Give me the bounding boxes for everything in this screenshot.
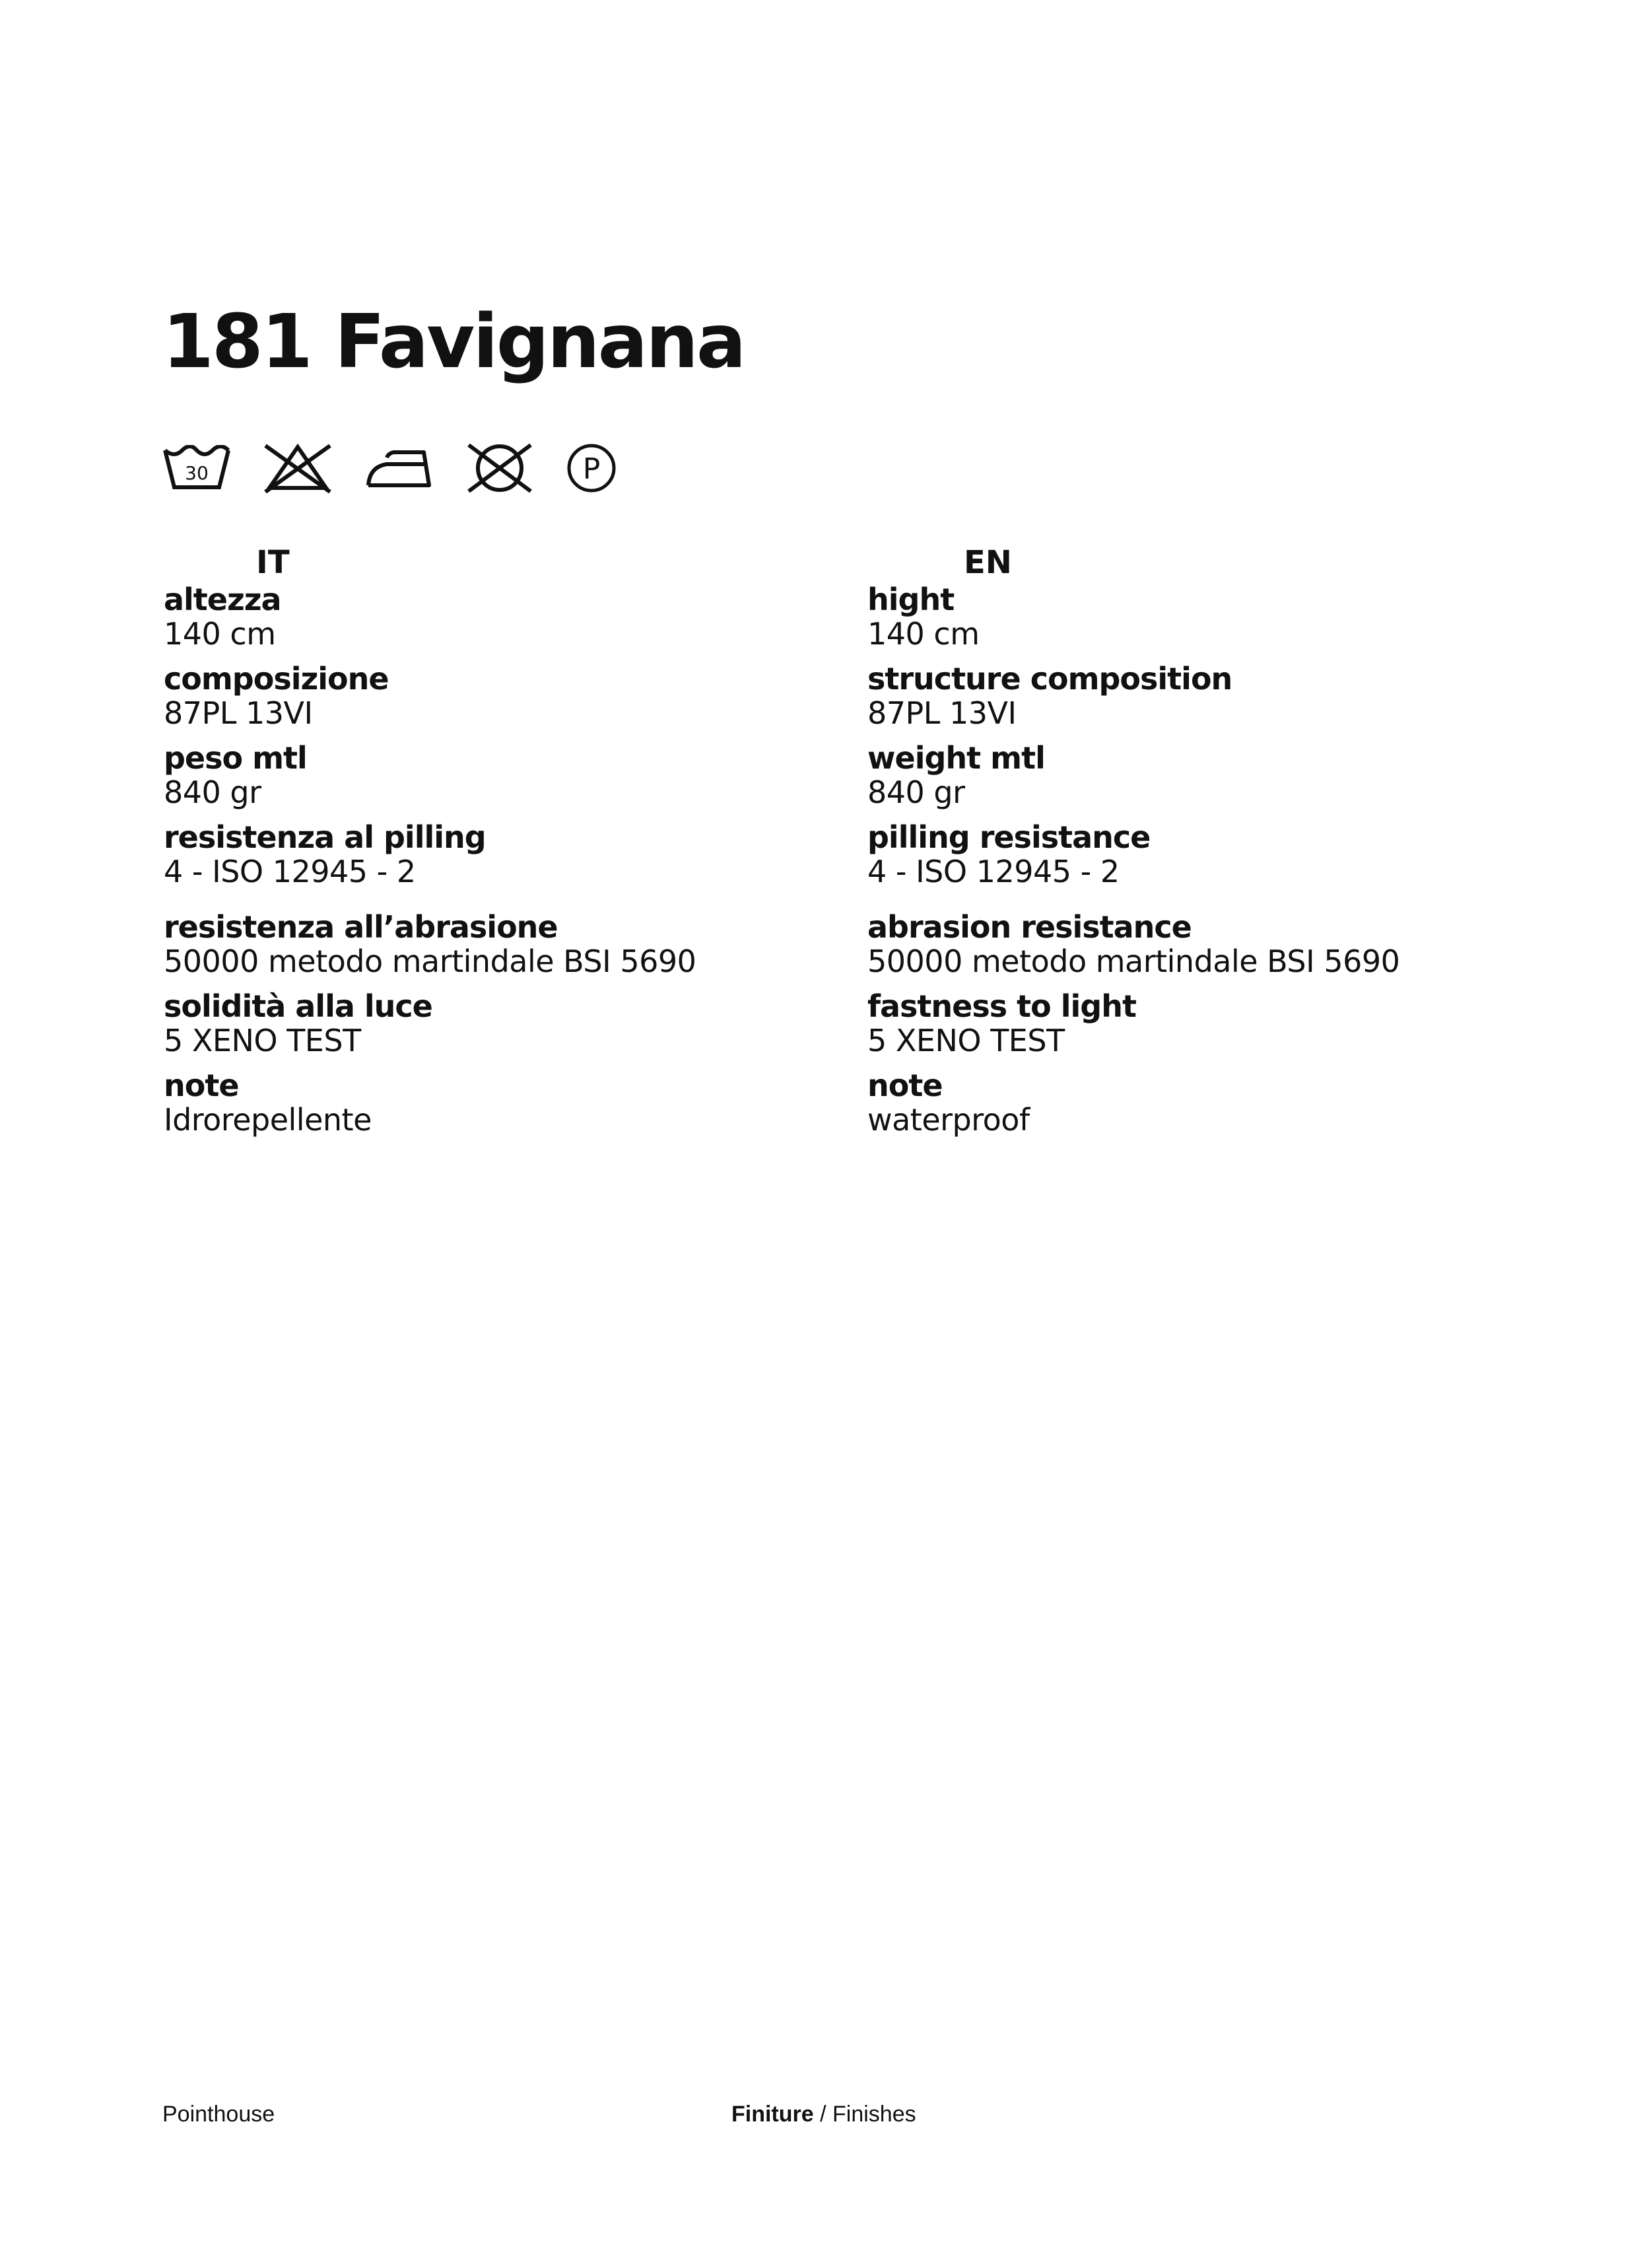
field-note <box>164 1068 824 1148</box>
field-label: resistenza al pilling <box>164 819 486 855</box>
field-abrasion <box>867 910 1528 989</box>
field-weight <box>164 741 824 820</box>
svg-text:P: P <box>582 452 601 486</box>
field-label: abrasion resistance <box>867 909 1192 945</box>
footer-section <box>731 2101 916 2127</box>
iron-icon <box>364 448 433 488</box>
field-label: composizione <box>164 661 389 697</box>
field-composition <box>867 662 1528 741</box>
field-value: 840 gr <box>164 774 261 810</box>
do-not-bleach-icon <box>263 443 333 493</box>
field-pilling <box>164 820 824 910</box>
field-value: 50000 metodo martindale BSI 5690 <box>164 944 696 979</box>
field-value: 87PL 13VI <box>867 695 1017 731</box>
field-label: solidità alla luce <box>164 988 432 1024</box>
field-height <box>867 582 1528 662</box>
page-title: 181 Favignana <box>162 299 745 385</box>
field-note <box>867 1068 1528 1148</box>
care-symbols <box>162 438 648 498</box>
field-value: 5 XENO TEST <box>164 1023 361 1058</box>
field-value: 4 - ISO 12945 - 2 <box>164 854 416 889</box>
field-weight <box>867 741 1528 820</box>
field-label: altezza <box>164 582 281 617</box>
field-value: 5 XENO TEST <box>867 1023 1065 1058</box>
wash-30-icon <box>162 445 231 491</box>
field-label: peso mtl <box>164 740 307 776</box>
column-it <box>164 543 824 1148</box>
column-en <box>867 543 1528 1148</box>
field-label: note <box>867 1068 943 1103</box>
footer-section-bold: Finiture <box>731 2102 814 2127</box>
language-label-en: EN <box>964 544 1012 581</box>
field-value: Idrorepellente <box>164 1102 372 1138</box>
do-not-tumble-dry-icon <box>465 442 535 494</box>
svg-text:30: 30 <box>185 462 209 484</box>
field-value: 140 cm <box>867 616 980 652</box>
field-light-fastness <box>164 989 824 1068</box>
footer-separator: / <box>813 2102 833 2127</box>
language-label-it: IT <box>256 544 290 581</box>
field-pilling <box>867 820 1528 910</box>
field-value: 4 - ISO 12945 - 2 <box>867 854 1120 889</box>
field-label: hight <box>867 582 955 617</box>
field-label: fastness to light <box>867 988 1136 1024</box>
field-value: 140 cm <box>164 616 276 652</box>
field-composition <box>164 662 824 741</box>
field-abrasion <box>164 910 824 989</box>
field-label: weight mtl <box>867 740 1045 776</box>
field-label: note <box>164 1068 239 1103</box>
footer-section-label: Finishes <box>832 2102 916 2127</box>
professional-dry-clean-p-icon <box>566 443 617 493</box>
field-value: waterproof <box>867 1102 1030 1138</box>
field-light-fastness <box>867 989 1528 1068</box>
field-label: resistenza all’abrasione <box>164 909 558 945</box>
field-value: 840 gr <box>867 774 965 810</box>
field-value: 50000 metodo martindale BSI 5690 <box>867 944 1400 979</box>
field-height <box>164 582 824 662</box>
field-value: 87PL 13VI <box>164 695 313 731</box>
field-label: pilling resistance <box>867 819 1151 855</box>
field-label: structure composition <box>867 661 1232 697</box>
footer-brand: Pointhouse <box>162 2102 275 2127</box>
